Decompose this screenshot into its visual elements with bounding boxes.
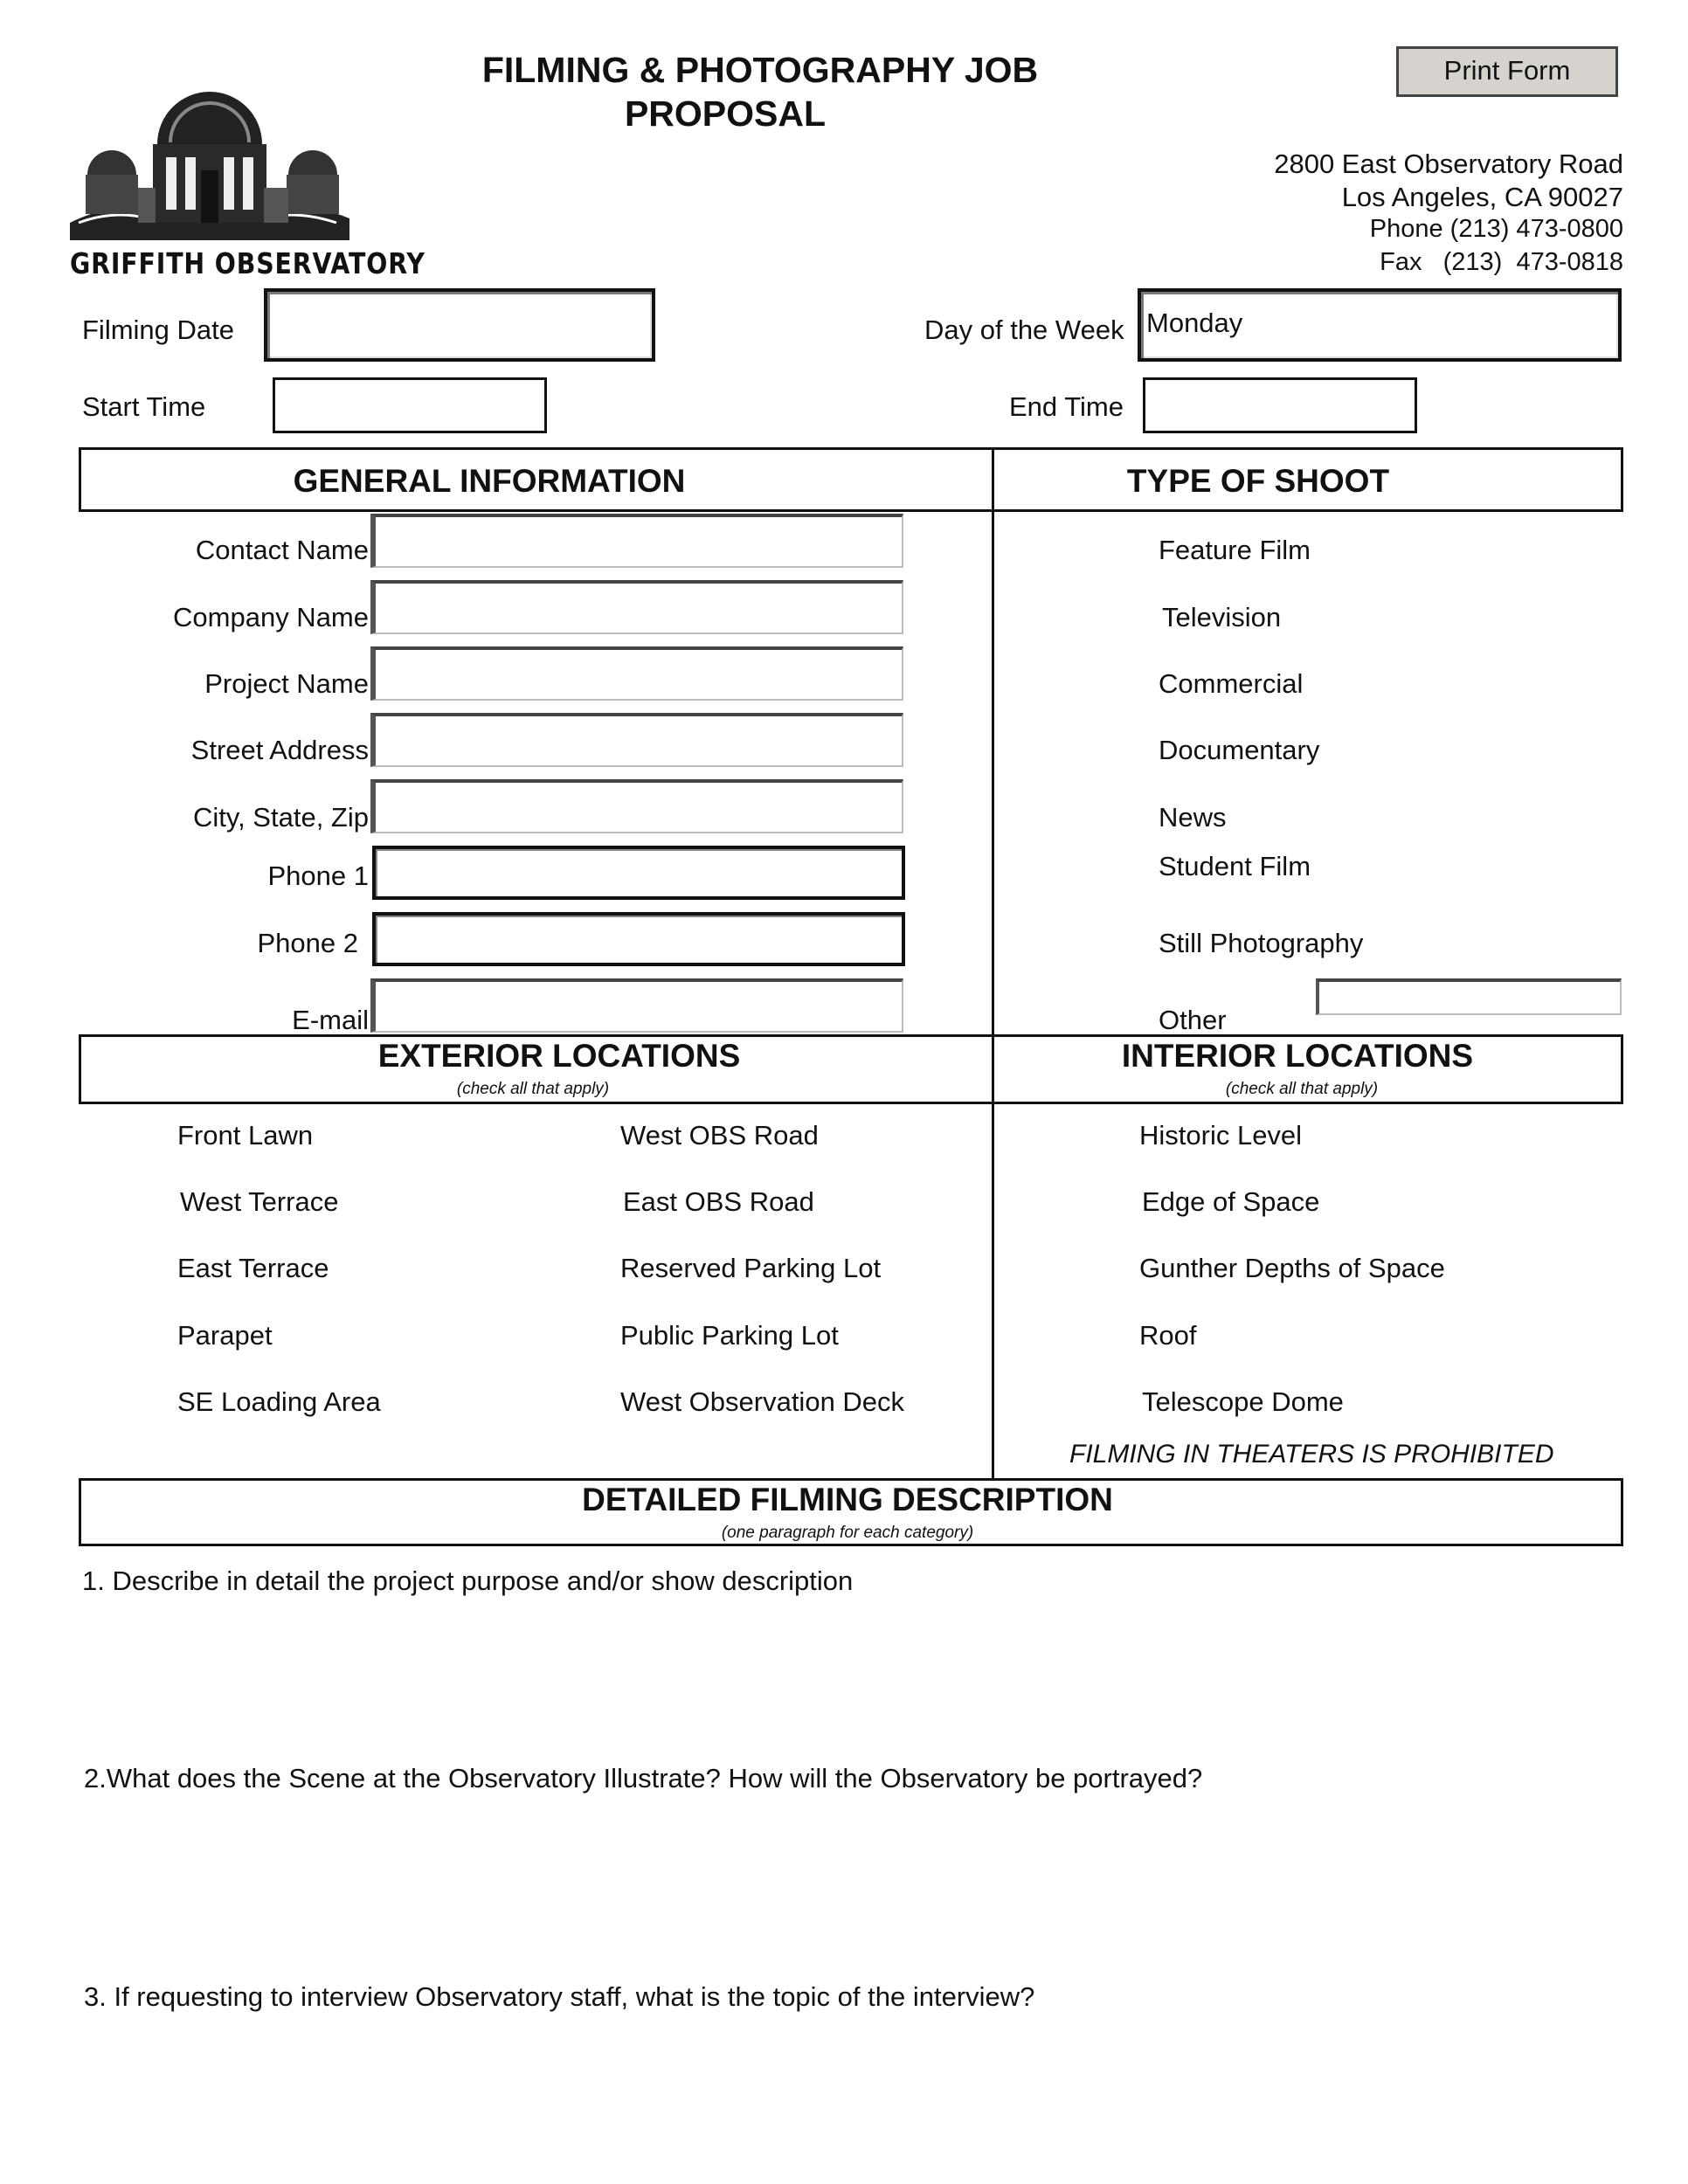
phone-1-label: Phone 1 (267, 860, 369, 891)
form-title-line1: FILMING & PHOTOGRAPHY JOB (481, 50, 1039, 90)
question-3-answer-area[interactable] (82, 2018, 1620, 2167)
location-se-loading-area[interactable]: SE Loading Area (177, 1386, 381, 1417)
griffith-observatory-logo (70, 92, 425, 280)
observatory-building-icon (70, 92, 349, 240)
interior-locations-heading: INTERIOR LOCATIONS (1121, 1038, 1474, 1074)
location-historic-level[interactable]: Historic Level (1139, 1120, 1303, 1151)
location-roof[interactable]: Roof (1139, 1320, 1197, 1351)
shoot-type-student-film[interactable]: Student Film (1159, 851, 1311, 881)
company-name-label: Company Name (173, 602, 369, 632)
email-field[interactable] (370, 978, 903, 1033)
shoot-type-documentary[interactable]: Documentary (1159, 735, 1320, 765)
phone-2-field[interactable] (372, 912, 905, 966)
contact-name-label: Contact Name (195, 535, 369, 565)
phone-2-label: Phone 2 (257, 928, 358, 958)
location-front-lawn[interactable]: Front Lawn (177, 1120, 314, 1151)
location-west-observation-deck[interactable]: West Observation Deck (620, 1386, 905, 1417)
shoot-type-television[interactable]: Television (1162, 602, 1282, 632)
question-2-answer-area[interactable] (82, 1800, 1620, 1966)
filming-date-label: Filming Date (82, 314, 234, 345)
interior-check-note: (check all that apply) (1225, 1080, 1379, 1098)
shoot-type-still-photography[interactable]: Still Photography (1159, 928, 1364, 958)
location-parapet[interactable]: Parapet (177, 1320, 273, 1351)
exterior-check-note: (check all that apply) (456, 1080, 610, 1098)
location-telescope-dome[interactable]: Telescope Dome (1142, 1386, 1344, 1417)
address-street: 2800 East Observatory Road (1274, 149, 1623, 179)
address-phone: Phone (213) 473-0800 (1369, 215, 1623, 243)
street-address-field[interactable] (370, 713, 903, 767)
description-note: (one paragraph for each category) (721, 1524, 974, 1542)
type-of-shoot-heading: TYPE OF SHOOT (1126, 463, 1390, 499)
start-time-label: Start Time (82, 391, 206, 422)
project-name-field[interactable] (370, 646, 903, 701)
location-gunther-depths-of-space[interactable]: Gunther Depths of Space (1139, 1253, 1445, 1283)
location-edge-of-space[interactable]: Edge of Space (1142, 1186, 1320, 1217)
header-divider (992, 447, 994, 1480)
contact-name-field[interactable] (370, 514, 903, 568)
address-city: Los Angeles, CA 90027 (1341, 182, 1623, 212)
city-state-zip-field[interactable] (370, 779, 903, 833)
question-3: 3. If requesting to interview Observatory staff, what is the topic of the interview? (84, 1981, 1035, 2012)
email-label: E-mail (292, 1005, 369, 1035)
shoot-type-commercial[interactable]: Commercial (1159, 668, 1304, 699)
city-state-zip-label: City, State, Zip (193, 802, 369, 833)
end-time-label: End Time (1009, 391, 1124, 422)
phone-1-field[interactable] (372, 846, 905, 900)
start-time-field[interactable] (273, 377, 547, 433)
question-1-answer-area[interactable] (82, 1602, 1620, 1733)
company-name-field[interactable] (370, 580, 903, 634)
shoot-type-feature-film[interactable]: Feature Film (1159, 535, 1311, 565)
question-1: 1. Describe in detail the project purpose and/or show description (82, 1565, 854, 1596)
project-name-label: Project Name (204, 668, 369, 699)
location-reserved-parking-lot[interactable]: Reserved Parking Lot (620, 1253, 882, 1283)
day-of-week-label: Day of the Week (924, 314, 1124, 345)
day-of-week-field[interactable]: Monday (1138, 288, 1622, 362)
form-title-line2: PROPOSAL (624, 93, 827, 134)
street-address-label: Street Address (190, 735, 369, 765)
location-west-terrace[interactable]: West Terrace (180, 1186, 339, 1217)
exterior-locations-heading: EXTERIOR LOCATIONS (377, 1038, 741, 1074)
theaters-prohibited-note: FILMING IN THEATERS IS PROHIBITED (1069, 1440, 1554, 1469)
logo-wordmark: GRIFFITH OBSERVATORY (70, 246, 425, 280)
question-2: 2.What does the Scene at the Observatory Illustrate? How will the Observatory be portrayed? (84, 1763, 1203, 1794)
end-time-field[interactable] (1143, 377, 1417, 433)
print-form-button[interactable]: Print Form (1396, 46, 1618, 97)
filming-date-field[interactable] (264, 288, 655, 362)
detailed-filming-description-heading: DETAILED FILMING DESCRIPTION (582, 1482, 1113, 1517)
location-east-terrace[interactable]: East Terrace (177, 1253, 329, 1283)
general-information-heading: GENERAL INFORMATION (293, 463, 686, 499)
location-public-parking-lot[interactable]: Public Parking Lot (620, 1320, 839, 1351)
location-west-obs-road[interactable]: West OBS Road (620, 1120, 819, 1151)
other-type-field[interactable] (1316, 978, 1622, 1015)
address-fax: Fax (213) 473-0818 (1380, 248, 1623, 276)
shoot-type-news[interactable]: News (1159, 802, 1227, 833)
location-east-obs-road[interactable]: East OBS Road (623, 1186, 814, 1217)
shoot-type-other[interactable]: Other (1159, 1005, 1227, 1035)
